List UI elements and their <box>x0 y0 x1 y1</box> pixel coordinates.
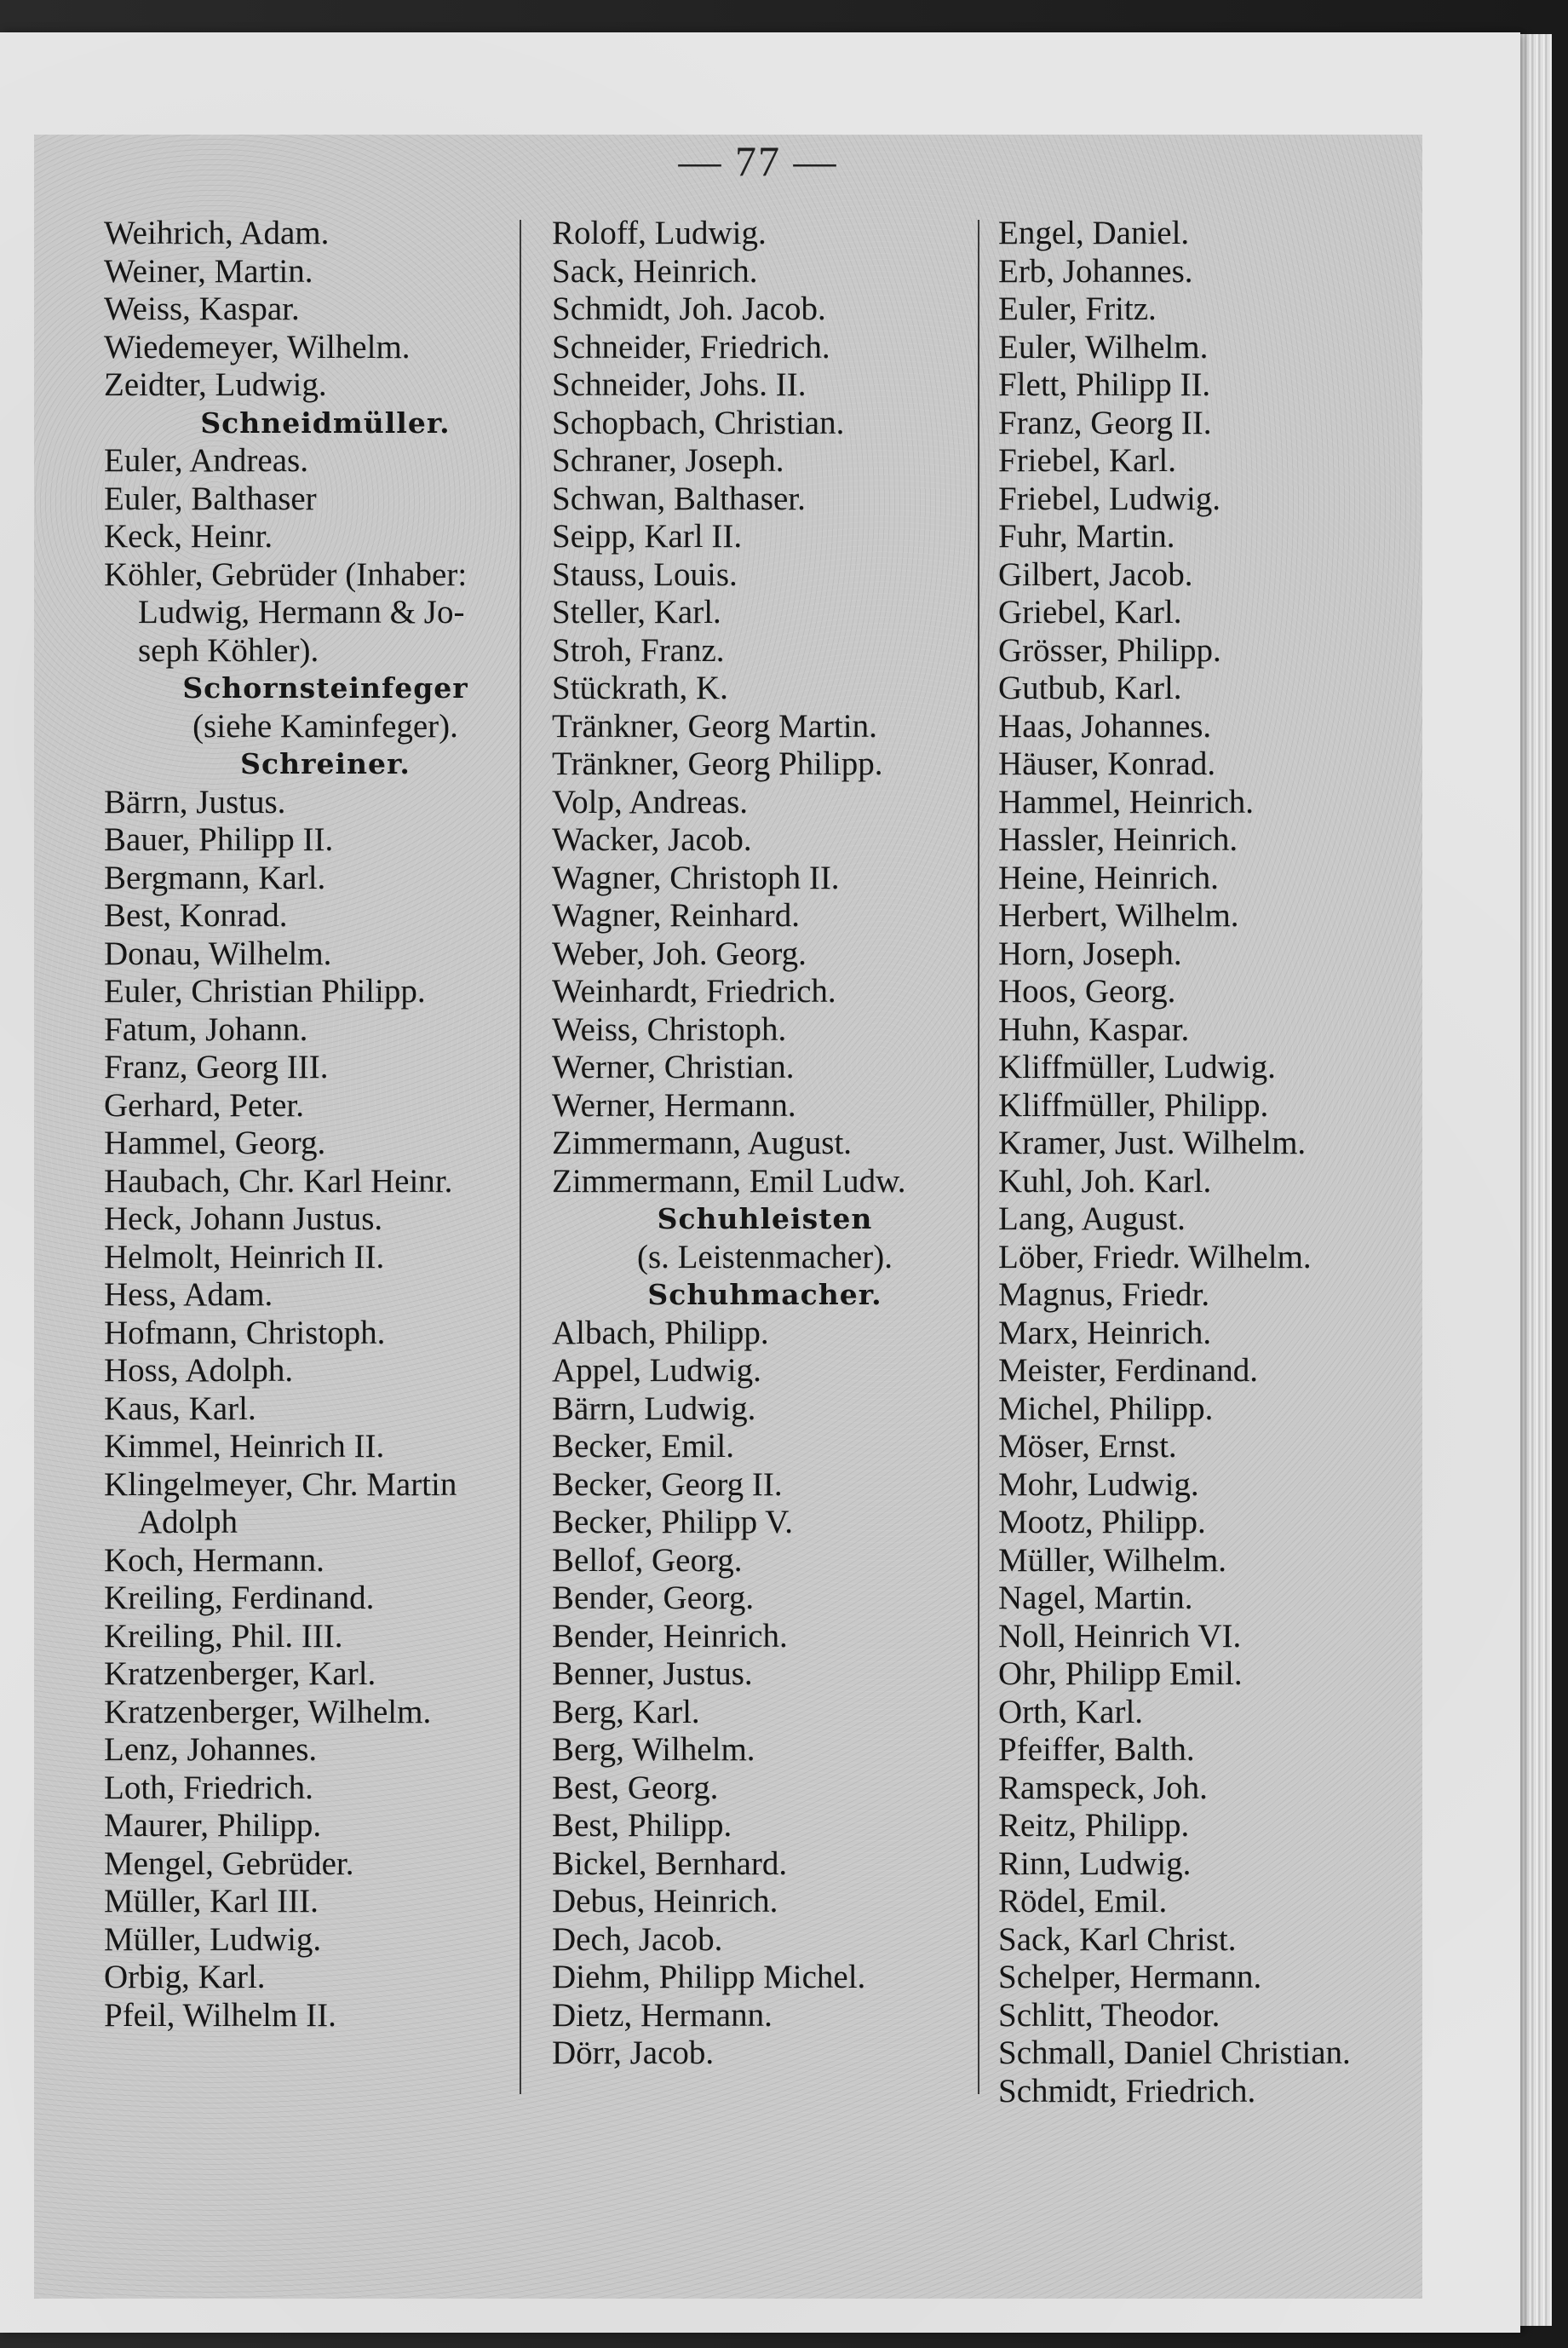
directory-entry: Orbig, Karl. <box>104 1959 266 1995</box>
directory-entry: Mootz, Philipp. <box>998 1504 1206 1540</box>
directory-entry: Volp, Andreas. <box>552 783 749 820</box>
directory-entry: Weiss, Kaspar. <box>104 291 300 327</box>
directory-entry: Hassler, Heinrich. <box>998 821 1238 858</box>
section-heading: Schornsteinfeger <box>182 671 468 705</box>
directory-entry: Donau, Wilhelm. <box>104 935 332 972</box>
directory-entry: Noll, Heinrich VI. <box>998 1617 1242 1655</box>
directory-entry: Wiedemeyer, Wilhelm. <box>104 328 411 365</box>
directory-entry: Pfeil, Wilhelm II. <box>104 1996 336 2034</box>
directory-entry: Hoos, Georg. <box>998 973 1176 1010</box>
directory-entry: Wacker, Jacob. <box>552 821 752 858</box>
directory-entry: Schwan, Balthaser. <box>552 480 806 517</box>
directory-entry: Müller, Ludwig. <box>104 1920 322 1958</box>
directory-entry: Kramer, Just. Wilhelm. <box>998 1125 1307 1161</box>
directory-entry: Sack, Heinrich. <box>552 252 758 290</box>
directory-entry: Wagner, Reinhard. <box>552 897 800 934</box>
directory-entry: Orth, Karl. <box>998 1693 1144 1730</box>
directory-entry: Rödel, Emil. <box>998 1883 1168 1919</box>
directory-entry: Weinhardt, Friedrich. <box>552 973 836 1010</box>
directory-entry: Weiss, Christoph. <box>552 1010 787 1048</box>
directory-entry: Bender, Georg. <box>552 1580 755 1616</box>
directory-entry: Dech, Jacob. <box>552 1920 723 1958</box>
directory-entry: Euler, Christian Philipp. <box>104 973 426 1010</box>
directory-entry: Bauer, Philipp II. <box>104 821 334 858</box>
directory-entry: Hammel, Georg. <box>104 1125 326 1161</box>
directory-entry: Meister, Ferdinand. <box>998 1352 1258 1389</box>
directory-entry: Friebel, Karl. <box>998 442 1177 479</box>
directory-entry: Hoss, Adolph. <box>104 1352 294 1389</box>
directory-entry: Haubach, Chr. Karl Heinr. <box>104 1162 453 1200</box>
directory-entry: Häuser, Konrad. <box>998 745 1216 782</box>
directory-entry: Herbert, Wilhelm. <box>998 897 1239 934</box>
directory-entry: Sack, Karl Christ. <box>998 1920 1237 1958</box>
directory-entry: Schmall, Daniel Christian. <box>998 2034 1351 2071</box>
directory-entry: Gilbert, Jacob. <box>998 555 1193 593</box>
directory-entry: Schneider, Johs. II. <box>552 366 807 403</box>
directory-entry: Heck, Johann Justus. <box>104 1200 383 1237</box>
directory-entry: Dietz, Hermann. <box>552 1996 773 2034</box>
directory-entry: Zimmermann, Emil Ludw. <box>552 1162 906 1200</box>
directory-entry: Benner, Justus. <box>552 1655 753 1692</box>
directory-entry: Appel, Ludwig. <box>552 1352 761 1389</box>
directory-entry: Flett, Philipp II. <box>998 366 1211 403</box>
section-heading: Schuhmacher. <box>647 1278 882 1311</box>
directory-entry: Werner, Hermann. <box>552 1086 796 1124</box>
directory-entry: Haas, Johannes. <box>998 707 1212 745</box>
entry-continuation: seph Köhler). <box>138 631 319 669</box>
directory-entry: Weiner, Martin. <box>104 252 313 290</box>
directory-entry: Möser, Ernst. <box>998 1428 1177 1465</box>
section-heading: Schneidmüller. <box>200 406 451 440</box>
directory-entry: Weihrich, Adam. <box>104 215 330 251</box>
directory-entry: Schopbach, Christian. <box>552 404 845 441</box>
directory-entry: Euler, Wilhelm. <box>998 328 1209 365</box>
directory-entry: Steller, Karl. <box>552 594 721 630</box>
directory-entry: Schraner, Joseph. <box>552 442 784 479</box>
directory-entry: Bellof, Georg. <box>552 1541 743 1579</box>
cross-reference-note: (s. Leistenmacher). <box>637 1238 893 1275</box>
directory-entry: Kratzenberger, Wilhelm. <box>104 1693 432 1730</box>
directory-entry: Müller, Karl III. <box>104 1883 319 1919</box>
directory-entry: Seipp, Karl II. <box>552 518 743 555</box>
directory-entry: Becker, Emil. <box>552 1428 734 1465</box>
directory-entry: Euler, Andreas. <box>104 442 308 479</box>
directory-entry: Mohr, Ludwig. <box>998 1465 1199 1503</box>
directory-entry: Friebel, Ludwig. <box>998 480 1221 517</box>
directory-entry: Gutbub, Karl. <box>998 670 1182 706</box>
directory-entry: Wagner, Christoph II. <box>552 859 840 896</box>
directory-entry: Kreiling, Phil. III. <box>104 1617 343 1655</box>
directory-entry: Hammel, Heinrich. <box>998 783 1254 820</box>
directory-entry: Fatum, Johann. <box>104 1010 308 1048</box>
section-heading: Schreiner. <box>240 747 411 780</box>
directory-entry: Tränkner, Georg Martin. <box>552 707 877 745</box>
directory-entry: Werner, Christian. <box>552 1049 795 1085</box>
directory-column-2 <box>552 215 978 2073</box>
directory-entry: Horn, Joseph. <box>998 935 1182 972</box>
directory-entry: Stroh, Franz. <box>552 631 725 669</box>
directory-entry: Löber, Friedr. Wilhelm. <box>998 1238 1312 1275</box>
directory-entry: Best, Konrad. <box>104 897 288 934</box>
directory-entry: Engel, Daniel. <box>998 215 1190 251</box>
directory-entry: Tränkner, Georg Philipp. <box>552 745 883 782</box>
directory-entry: Michel, Philipp. <box>998 1390 1214 1427</box>
directory-entry: Lang, August. <box>998 1200 1186 1237</box>
directory-entry: Ohr, Philipp Emil. <box>998 1655 1243 1692</box>
directory-entry: Dörr, Jacob. <box>552 2034 715 2071</box>
page-number: — 77 — <box>678 137 838 185</box>
directory-entry: Koch, Hermann. <box>104 1541 325 1579</box>
directory-entry: Berg, Karl. <box>552 1693 700 1730</box>
directory-entry: Lenz, Johannes. <box>104 1731 318 1768</box>
directory-entry: Grösser, Philipp. <box>998 631 1221 669</box>
directory-entry: Magnus, Friedr. <box>998 1276 1210 1313</box>
directory-entry: Schmidt, Joh. Jacob. <box>552 291 826 327</box>
directory-entry: Franz, Georg II. <box>998 404 1212 441</box>
directory-entry: Best, Georg. <box>552 1769 719 1806</box>
directory-entry: Ramspeck, Joh. <box>998 1769 1208 1806</box>
directory-entry: Stückrath, K. <box>552 670 728 706</box>
directory-entry: Becker, Georg II. <box>552 1465 783 1503</box>
directory-entry: Schmidt, Friedrich. <box>998 2072 1256 2109</box>
directory-entry: Köhler, Gebrüder (Inhaber: <box>104 555 468 593</box>
directory-entry: Keck, Heinr. <box>104 518 273 555</box>
column-divider-2 <box>978 220 979 2094</box>
directory-entry: Kratzenberger, Karl. <box>104 1655 376 1692</box>
directory-entry: Kuhl, Joh. Karl. <box>998 1162 1212 1200</box>
directory-entry: Gerhard, Peter. <box>104 1086 304 1124</box>
directory-entry: Erb, Johannes. <box>998 252 1193 290</box>
directory-entry: Huhn, Kaspar. <box>998 1010 1190 1048</box>
directory-entry: Kreiling, Ferdinand. <box>104 1580 375 1616</box>
directory-entry: Mengel, Gebrüder. <box>104 1844 354 1882</box>
directory-entry: Roloff, Ludwig. <box>552 215 767 251</box>
section-heading: Schuhleisten <box>657 1202 873 1235</box>
directory-entry: Zimmermann, August. <box>552 1125 853 1161</box>
entry-continuation: Ludwig, Hermann & Jo- <box>138 594 465 630</box>
directory-entry: Helmolt, Heinrich II. <box>104 1238 385 1275</box>
directory-entry: Griebel, Karl. <box>998 594 1182 630</box>
directory-entry: Schneider, Friedrich. <box>552 328 830 365</box>
directory-column-3 <box>998 215 1407 2110</box>
directory-entry: Marx, Heinrich. <box>998 1314 1212 1351</box>
directory-entry: Bärrn, Justus. <box>104 783 286 820</box>
directory-entry: Loth, Friedrich. <box>104 1769 313 1806</box>
directory-entry: Schelper, Hermann. <box>998 1959 1262 1995</box>
directory-entry: Kimmel, Heinrich II. <box>104 1428 385 1465</box>
directory-entry: Euler, Balthaser <box>104 480 317 517</box>
directory-entry: Franz, Georg III. <box>104 1049 329 1085</box>
directory-entry: Müller, Wilhelm. <box>998 1541 1227 1579</box>
directory-entry: Albach, Philipp. <box>552 1314 769 1351</box>
directory-entry: Hess, Adam. <box>104 1276 273 1313</box>
directory-entry: Becker, Philipp V. <box>552 1504 793 1540</box>
directory-entry: Diehm, Philipp Michel. <box>552 1959 866 1995</box>
directory-entry: Pfeiffer, Balth. <box>998 1731 1195 1768</box>
directory-entry: Weber, Joh. Georg. <box>552 935 807 972</box>
directory-entry: Reitz, Philipp. <box>998 1807 1190 1844</box>
cross-reference-note: (siehe Kaminfeger). <box>192 707 458 745</box>
directory-entry: Maurer, Philipp. <box>104 1807 322 1844</box>
directory-entry: Kaus, Karl. <box>104 1390 256 1427</box>
directory-entry: Klingelmeyer, Chr. Martin <box>104 1465 457 1503</box>
directory-entry: Fuhr, Martin. <box>998 518 1175 555</box>
directory-entry: Debus, Heinrich. <box>552 1883 778 1919</box>
entry-continuation: Adolph <box>138 1504 238 1540</box>
directory-entry: Bender, Heinrich. <box>552 1617 788 1655</box>
directory-entry: Best, Philipp. <box>552 1807 732 1844</box>
directory-entry: Berg, Wilhelm. <box>552 1731 755 1768</box>
directory-entry: Bickel, Bernhard. <box>552 1844 788 1882</box>
directory-entry: Bärrn, Ludwig. <box>552 1390 756 1427</box>
directory-entry: Heine, Heinrich. <box>998 859 1219 896</box>
directory-entry: Hofmann, Christoph. <box>104 1314 386 1351</box>
directory-entry: Euler, Fritz. <box>998 291 1157 327</box>
directory-entry: Kliffmüller, Ludwig. <box>998 1049 1276 1085</box>
directory-entry: Nagel, Martin. <box>998 1580 1193 1616</box>
directory-entry: Stauss, Louis. <box>552 555 738 593</box>
directory-entry: Zeidter, Ludwig. <box>104 366 327 403</box>
directory-entry: Schlitt, Theodor. <box>998 1996 1221 2034</box>
directory-entry: Rinn, Ludwig. <box>998 1844 1192 1882</box>
directory-entry: Bergmann, Karl. <box>104 859 326 896</box>
directory-entry: Kliffmüller, Philipp. <box>998 1086 1269 1124</box>
directory-column-1 <box>104 215 547 2034</box>
